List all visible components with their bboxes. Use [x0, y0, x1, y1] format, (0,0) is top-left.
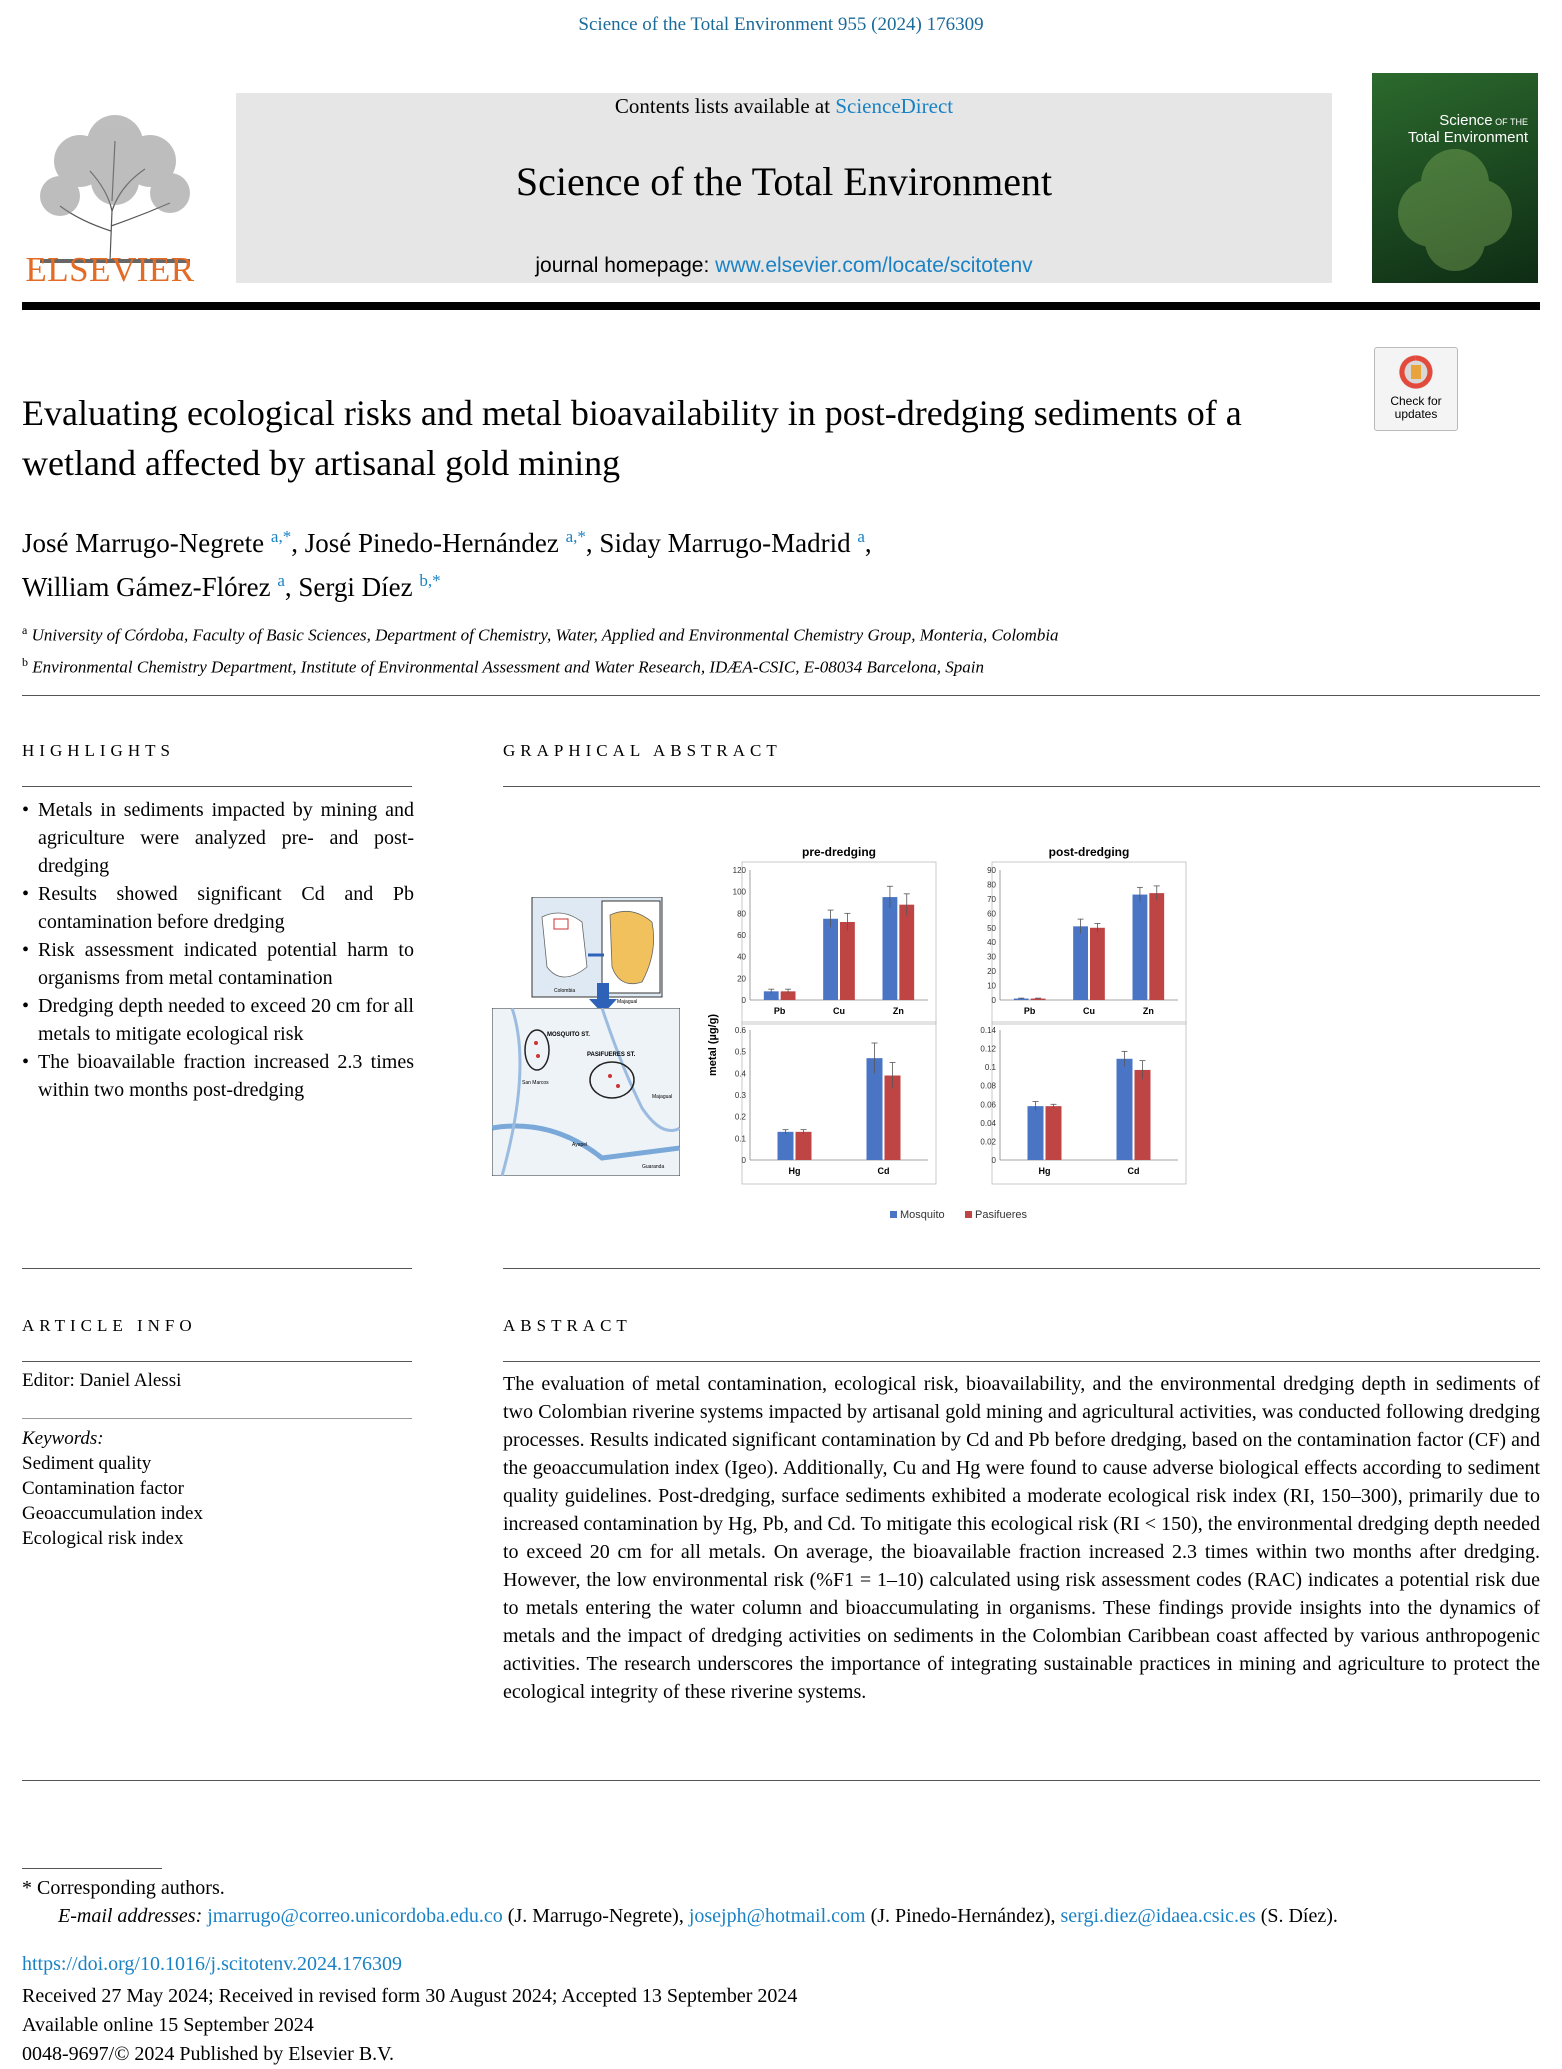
affiliation-mark: b	[22, 654, 28, 669]
x-tick-label: Cd	[877, 1166, 890, 1176]
author-name[interactable]: Siday Marrugo-Madrid	[599, 528, 851, 558]
bar-mosquito	[1133, 895, 1148, 1000]
y-tick-label: 80	[737, 909, 746, 919]
bar-pasifueres	[899, 905, 914, 1000]
check-updates-label: Check for updates	[1390, 394, 1442, 421]
bar-mosquito	[778, 1132, 794, 1160]
graphical-abstract-heading: GRAPHICAL ABSTRACT	[503, 741, 782, 760]
author-sup[interactable]: a	[277, 571, 285, 590]
bar-mosquito	[1117, 1059, 1133, 1160]
y-tick-label: 0.12	[980, 1044, 996, 1054]
email-link[interactable]: sergi.diez@idaea.csic.es	[1060, 1905, 1256, 1927]
author-name[interactable]: Sergi Díez	[298, 572, 413, 602]
affiliation-item	[22, 649, 1422, 681]
contents-prefix: Contents lists available at	[614, 94, 836, 118]
y-tick-label: 0.6	[734, 1026, 746, 1035]
highlights-heading: HIGHLIGHTS	[22, 741, 175, 760]
check-for-updates-button[interactable]	[1374, 347, 1458, 431]
author-sup[interactable]: a	[857, 527, 865, 546]
corresponding-note: * Corresponding authors.	[22, 1877, 225, 1899]
y-tick-label: 0	[741, 1156, 746, 1165]
journal-name: Science of the Total Environment	[515, 159, 1053, 204]
legend-label: Mosquito	[900, 1209, 945, 1221]
highlight-item: • Metals in sediments impacted by mining and agriculture were analyzed pre- and post-dredging	[22, 796, 414, 880]
cover-title	[1408, 113, 1528, 146]
y-tick-label: 0.5	[734, 1047, 746, 1057]
location-map-inset[interactable]	[492, 897, 672, 1007]
keyword[interactable]: Sediment quality	[22, 1453, 152, 1474]
divider	[503, 1361, 1540, 1362]
x-tick-label: Cd	[1127, 1166, 1140, 1176]
chart-title: post-dredging	[1048, 845, 1130, 859]
author-sep: ,	[284, 572, 299, 602]
y-tick-label: 50	[987, 923, 996, 933]
author-sep: ,	[585, 528, 600, 558]
x-tick-label: Pb	[1023, 1006, 1036, 1016]
y-tick-label: 20	[737, 974, 746, 984]
divider	[22, 1418, 412, 1419]
x-tick-label: Cu	[833, 1006, 845, 1016]
bar-pasifueres	[840, 922, 855, 1000]
author-sep: ,	[864, 528, 872, 558]
x-tick-label: Cu	[1083, 1006, 1095, 1016]
map-label: Ayapel	[572, 1142, 588, 1148]
article-info-heading: ARTICLE INFO	[22, 1316, 197, 1335]
bar-mosquito	[1028, 1106, 1044, 1160]
bar-mosquito	[867, 1058, 883, 1160]
publisher-wordmark: ELSEVIER	[25, 250, 195, 289]
divider	[22, 786, 412, 787]
y-tick-label: 60	[737, 931, 746, 940]
check-updates-icon	[1396, 352, 1436, 392]
map-label: Guaranda	[642, 1164, 665, 1170]
abstract-text: The evaluation of metal contamination, ecological risk, bioavailability, and the environmental dredging depth in sediments of two Colombian riverine systems impacted by artisanal gold mining and agricultural activities, was conducted following dredging processes. Results indicated significant contamination by Cd and Pb before dredging, based on the contamination factor (CF) and the geoaccumulation index (Igeo). Additionally, Cu and Hg were found to cause adverse biological effects according to sediment quality guidelines. Post-dredging, surface sediments exhibited a moderate ecological risk index (RI, 150–300), primarily due to increased contamination by Hg, Pb, and Cd. To mitigate this ecological risk (RI < 150), the environmental dredging depth needed to exceed 20 cm for all metals. On average, the bioavailable fraction increased 2.3 times within two months after dredging. However, the low environmental risk (%F1 = 1–10) calculated using risk assessment codes (RAC) indicates a potential risk due to metals entering the water column and bioaccumulating in organisms. These findings provide insights into the dynamics of metals and the impact of dredging activities on sediments in the Colombian Caribbean coast affected by various anthropogenic activities. The research underscores the importance of integrating sustainable practices in mining and agriculture to protect the ecological integrity of these riverine systems.	[503, 1373, 1540, 1703]
y-tick-label: 0.14	[980, 1026, 996, 1035]
date-line: Available online 15 September 2024	[22, 2014, 314, 2036]
x-tick-label: Zn	[892, 1006, 904, 1016]
journal-cover-image[interactable]	[1372, 73, 1538, 283]
contents-line	[236, 94, 1332, 119]
y-tick-label: 20	[987, 967, 996, 977]
x-tick-label: Pb	[773, 1006, 786, 1016]
y-tick-label: 0.3	[734, 1091, 746, 1100]
editor-line: Editor: Daniel Alessi	[22, 1370, 182, 1391]
x-tick-label: Zn	[1142, 1006, 1154, 1016]
bar-pasifueres	[796, 1132, 812, 1160]
y-tick-label: 40	[737, 952, 746, 962]
map-label: PASIFUERES ST.	[587, 1052, 636, 1058]
highlight-item: • The bioavailable fraction increased 2.3 times within two months post-dredging	[22, 1048, 414, 1104]
y-tick-label: 0	[991, 996, 996, 1005]
homepage-prefix: journal homepage:	[535, 254, 716, 277]
divider	[22, 1780, 1540, 1781]
email-owner: (S. Díez).	[1255, 1905, 1338, 1927]
article-title: Evaluating ecological risks and metal bioavailability in post-dredging sediments of a wetland affected by artisanal gold mining	[22, 393, 1242, 483]
y-tick-label: 90	[987, 866, 996, 875]
divider	[22, 1361, 412, 1362]
keywords	[22, 1426, 203, 1551]
legend-swatch	[890, 1211, 897, 1218]
affiliation-mark: a	[22, 623, 28, 637]
map-label: Majagual	[652, 1094, 673, 1100]
homepage-line	[236, 254, 1332, 278]
cover-title-env: Total Environment	[1407, 129, 1528, 146]
article-dates	[22, 1982, 797, 2069]
author-name[interactable]: William Gámez-Flórez	[22, 572, 271, 602]
keywords-label: Keywords:	[22, 1428, 104, 1449]
date-line: 0048-9697/© 2024 Published by Elsevier B.V.	[22, 2043, 395, 2065]
y-tick-label: 60	[987, 909, 996, 919]
metal-concentration-charts	[700, 840, 1220, 1250]
y-tick-label: 0	[741, 996, 746, 1005]
author-sup[interactable]: a,*	[270, 527, 292, 546]
keyword[interactable]: Ecological risk index	[22, 1528, 184, 1549]
bar-pasifueres	[1090, 928, 1105, 1000]
highlight-item: • Dredging depth needed to exceed 20 cm for all metals to mitigate ecological risk	[22, 992, 414, 1048]
y-tick-label: 10	[987, 981, 996, 991]
map-label: MOSQUITO ST.	[547, 1032, 590, 1038]
map-label: San Marcos	[522, 1080, 549, 1086]
x-tick-label: Hg	[788, 1166, 801, 1176]
cover-art	[1372, 73, 1538, 283]
homepage-link[interactable]: www.elsevier.com/locate/scitotenv	[715, 254, 1033, 277]
study-area-map[interactable]	[492, 1008, 680, 1176]
bar-pasifueres	[1046, 1106, 1062, 1160]
author-name[interactable]: José Marrugo-Negrete	[22, 528, 265, 558]
cover-title-science: Science	[1439, 112, 1493, 129]
x-tick-label: Hg	[1038, 1166, 1051, 1176]
header-rule	[22, 302, 1540, 310]
cover-title-of: OF THE	[1495, 117, 1528, 127]
y-tick-label: 0.2	[734, 1112, 746, 1122]
divider	[22, 1268, 412, 1269]
y-tick-label: 100	[732, 887, 746, 897]
y-tick-label: 0.06	[980, 1100, 996, 1110]
y-tick-label: 70	[987, 894, 996, 904]
keyword[interactable]: Geoaccumulation index	[22, 1503, 203, 1524]
y-tick-label: 0.02	[980, 1137, 996, 1147]
email-label: E-mail addresses:	[58, 1905, 203, 1927]
bar-mosquito	[883, 897, 898, 1000]
abstract-heading: ABSTRACT	[503, 1316, 632, 1335]
author-sep: ,	[291, 528, 305, 558]
bar-pasifueres	[1135, 1070, 1151, 1160]
email-link[interactable]: jmarrugo@correo.unicordoba.edu.co	[207, 1905, 503, 1927]
y-tick-label: 0.4	[734, 1069, 746, 1079]
footnote	[22, 1874, 1542, 1930]
author-sup[interactable]: b,*	[419, 571, 441, 590]
bar-mosquito	[1073, 926, 1088, 1000]
divider	[22, 695, 1540, 696]
affiliation-item	[22, 617, 1422, 649]
author-name[interactable]: José Pinedo-Hernández	[304, 528, 559, 558]
affiliation-text: University of Córdoba, Faculty of Basic Sciences, Department of Chemistry, Water, Applied and Environmental Chemistry Group, Monteria, Colombia	[31, 625, 1059, 645]
y-tick-label: 0.1	[984, 1063, 996, 1073]
y-tick-label: 0	[991, 1156, 996, 1165]
affiliation-text: Environmental Chemistry Department, Institute of Environmental Assessment and Water Research, IDÆA-CSIC, E-08034 Barcelona, Spain	[32, 657, 984, 677]
y-tick-label: 80	[987, 880, 996, 890]
author-sup[interactable]: a,*	[565, 527, 586, 546]
email-owner: (J. Marrugo-Negrete),	[502, 1905, 689, 1927]
divider	[503, 786, 1540, 787]
y-tick-label: 40	[987, 938, 996, 948]
y-tick-label: 30	[987, 952, 996, 962]
date-line: Received 27 May 2024; Received in revised form 30 August 2024; Accepted 13 September 2024	[22, 1985, 798, 2007]
y-tick-label: 0.04	[980, 1118, 996, 1128]
author-list	[22, 518, 1322, 606]
bar-mosquito	[823, 919, 838, 1000]
map-label: Majagual	[617, 999, 638, 1005]
y-tick-label: 0.08	[980, 1081, 996, 1091]
y-tick-label: 120	[732, 866, 746, 875]
legend-swatch	[965, 1211, 972, 1218]
affiliations	[22, 617, 1422, 680]
highlight-item: • Results showed significant Cd and Pb contamination before dredging	[22, 880, 414, 936]
highlights-list	[22, 796, 414, 1104]
y-axis-label: metal (µg/g)	[707, 1014, 719, 1076]
map-label: Colombia	[554, 988, 576, 994]
legend-label: Pasifueres	[975, 1209, 1027, 1221]
keyword[interactable]: Contamination factor	[22, 1478, 184, 1499]
sciencedirect-link[interactable]: ScienceDirect	[835, 94, 954, 118]
footnote-rule	[22, 1868, 162, 1869]
highlight-item: • Risk assessment indicated potential harm to organisms from metal contamination	[22, 936, 414, 992]
bar-pasifueres	[1149, 893, 1164, 1000]
journal-citation[interactable]: Science of the Total Environment 955 (2024) 176309	[578, 14, 984, 35]
divider	[503, 1268, 1540, 1269]
chart-title: pre-dredging	[802, 845, 876, 859]
email-owner: (J. Pinedo-Hernández),	[865, 1905, 1061, 1927]
doi-link[interactable]: https://doi.org/10.1016/j.scitotenv.2024.176309	[22, 1953, 402, 1975]
y-tick-label: 0.1	[734, 1134, 746, 1144]
email-link[interactable]: josejph@hotmail.com	[688, 1905, 866, 1927]
